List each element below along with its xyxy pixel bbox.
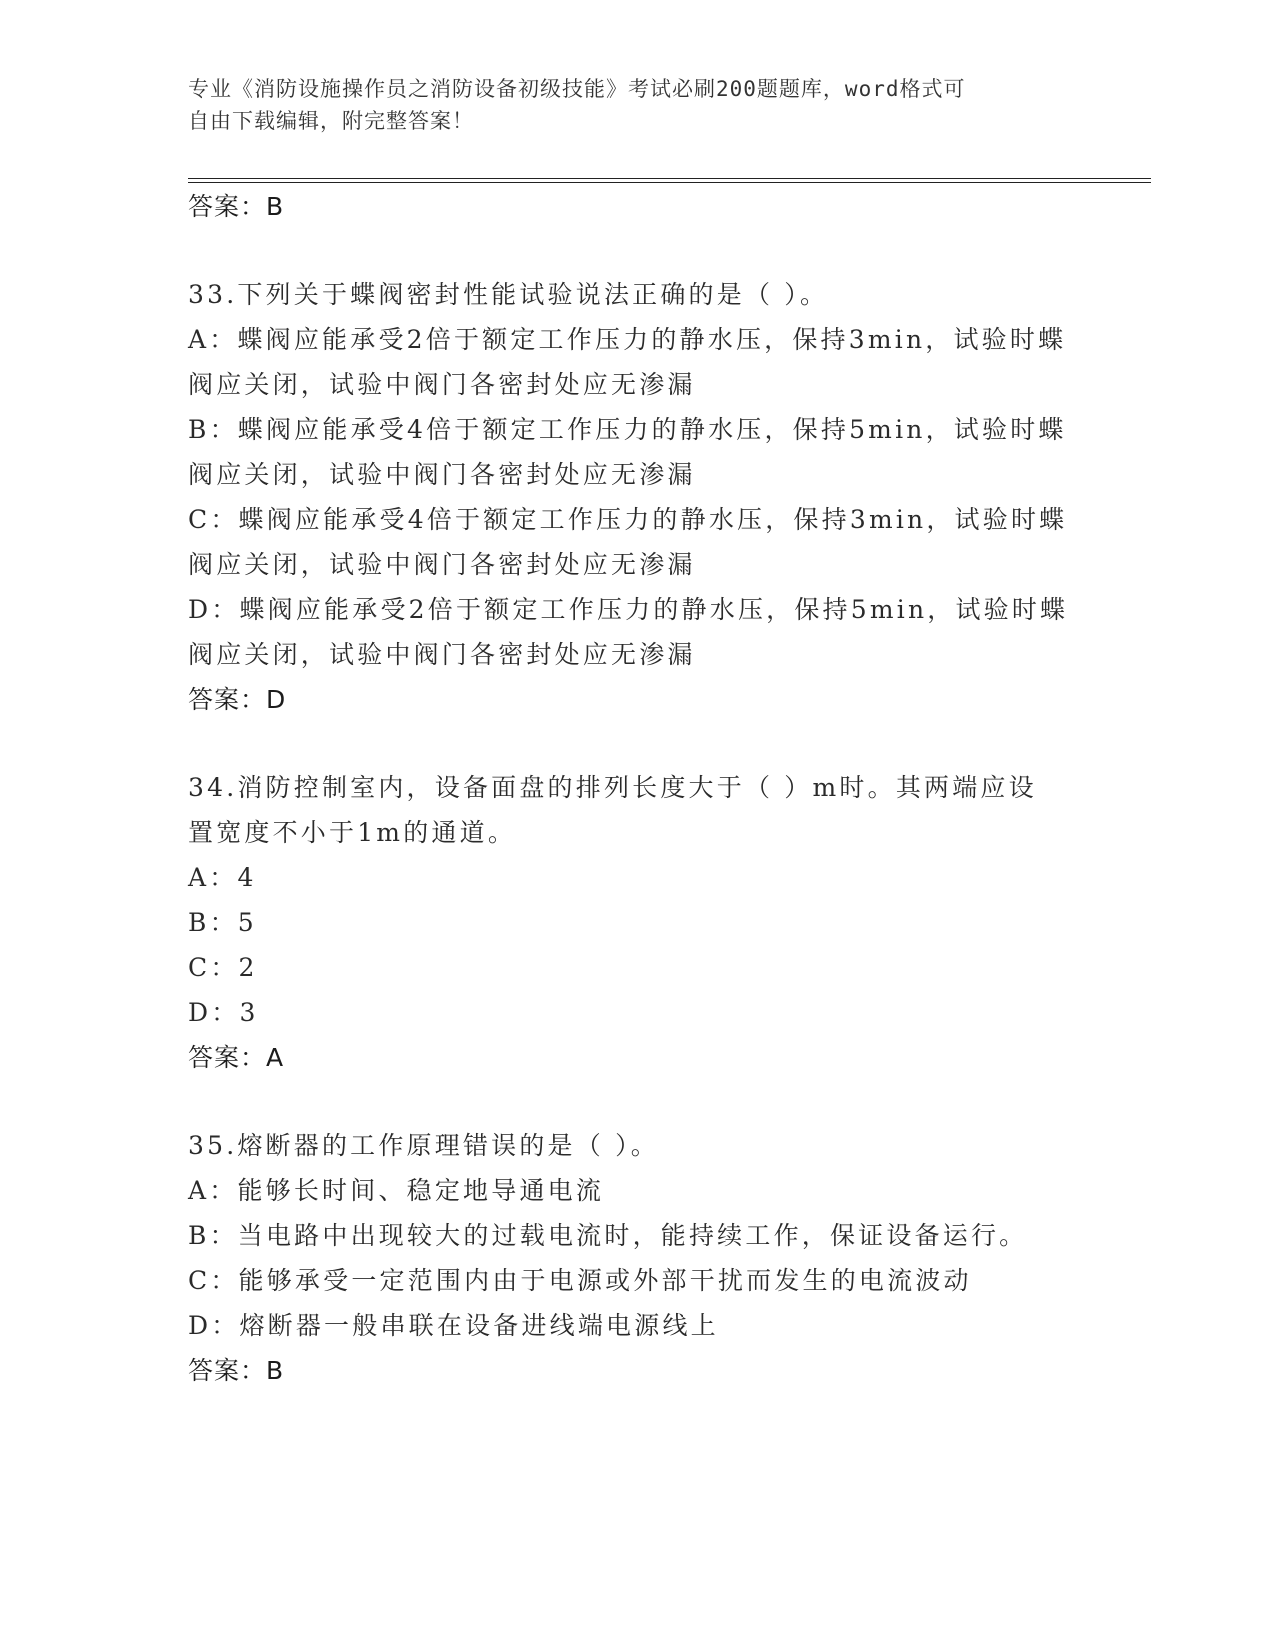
q33-answer: 答案：D	[188, 685, 287, 714]
q34-option-a: A：4	[188, 863, 257, 892]
q33-option-b-line1: B：蝶阀应能承受4倍于额定工作压力的静水压，保持5min，试验时蝶	[188, 415, 1067, 444]
q34-answer: 答案：A	[188, 1043, 285, 1072]
header-line-1: 专业《消防设施操作员之消防设备初级技能》考试必刷200题题库，word格式可	[188, 77, 966, 101]
q34-stem-line1: 34.消防控制室内，设备面盘的排列长度大于（ ）m时。其两端应设	[188, 773, 1037, 802]
q33-option-c-line2: 阀应关闭，试验中阀门各密封处应无渗漏	[188, 550, 696, 579]
q35-answer: 答案：B	[188, 1356, 285, 1385]
q33-option-a-line1: A：蝶阀应能承受2倍于额定工作压力的静水压，保持3min，试验时蝶	[188, 325, 1067, 354]
q33-option-b-line2: 阀应关闭，试验中阀门各密封处应无渗漏	[188, 460, 696, 489]
header-divider-top	[188, 178, 1151, 179]
document-header	[188, 73, 1068, 137]
q35-stem: 35.熔断器的工作原理错误的是（ ）。	[188, 1131, 660, 1160]
q33-option-d-line2: 阀应关闭，试验中阀门各密封处应无渗漏	[188, 640, 696, 669]
q34-option-c: C：2	[188, 953, 258, 982]
q33-stem: 33.下列关于蝶阀密封性能试验说法正确的是（ ）。	[188, 280, 829, 309]
q35-option-b: B：当电路中出现较大的过载电流时，能持续工作，保证设备运行。	[188, 1221, 1028, 1250]
q33-option-d-line1: D：蝶阀应能承受2倍于额定工作压力的静水压，保持5min，试验时蝶	[188, 595, 1069, 624]
q33-option-a-line2: 阀应关闭，试验中阀门各密封处应无渗漏	[188, 370, 696, 399]
q35-option-d: D：熔断器一般串联在设备进线端电源线上	[188, 1311, 719, 1340]
header-line-2: 自由下载编辑，附完整答案！	[188, 109, 474, 133]
q34-stem-line2: 置宽度不小于1m的通道。	[188, 818, 517, 847]
q35-option-c: C：能够承受一定范围内由于电源或外部干扰而发生的电流波动	[188, 1266, 972, 1295]
q34-option-d: D：3	[188, 998, 259, 1027]
q35-option-a: A：能够长时间、稳定地导通电流	[188, 1176, 605, 1205]
header-divider-bottom	[188, 182, 1151, 183]
q34-option-b: B：5	[188, 908, 257, 937]
previous-answer: 答案：B	[188, 192, 285, 221]
q33-option-c-line1: C：蝶阀应能承受4倍于额定工作压力的静水压，保持3min，试验时蝶	[188, 505, 1068, 534]
